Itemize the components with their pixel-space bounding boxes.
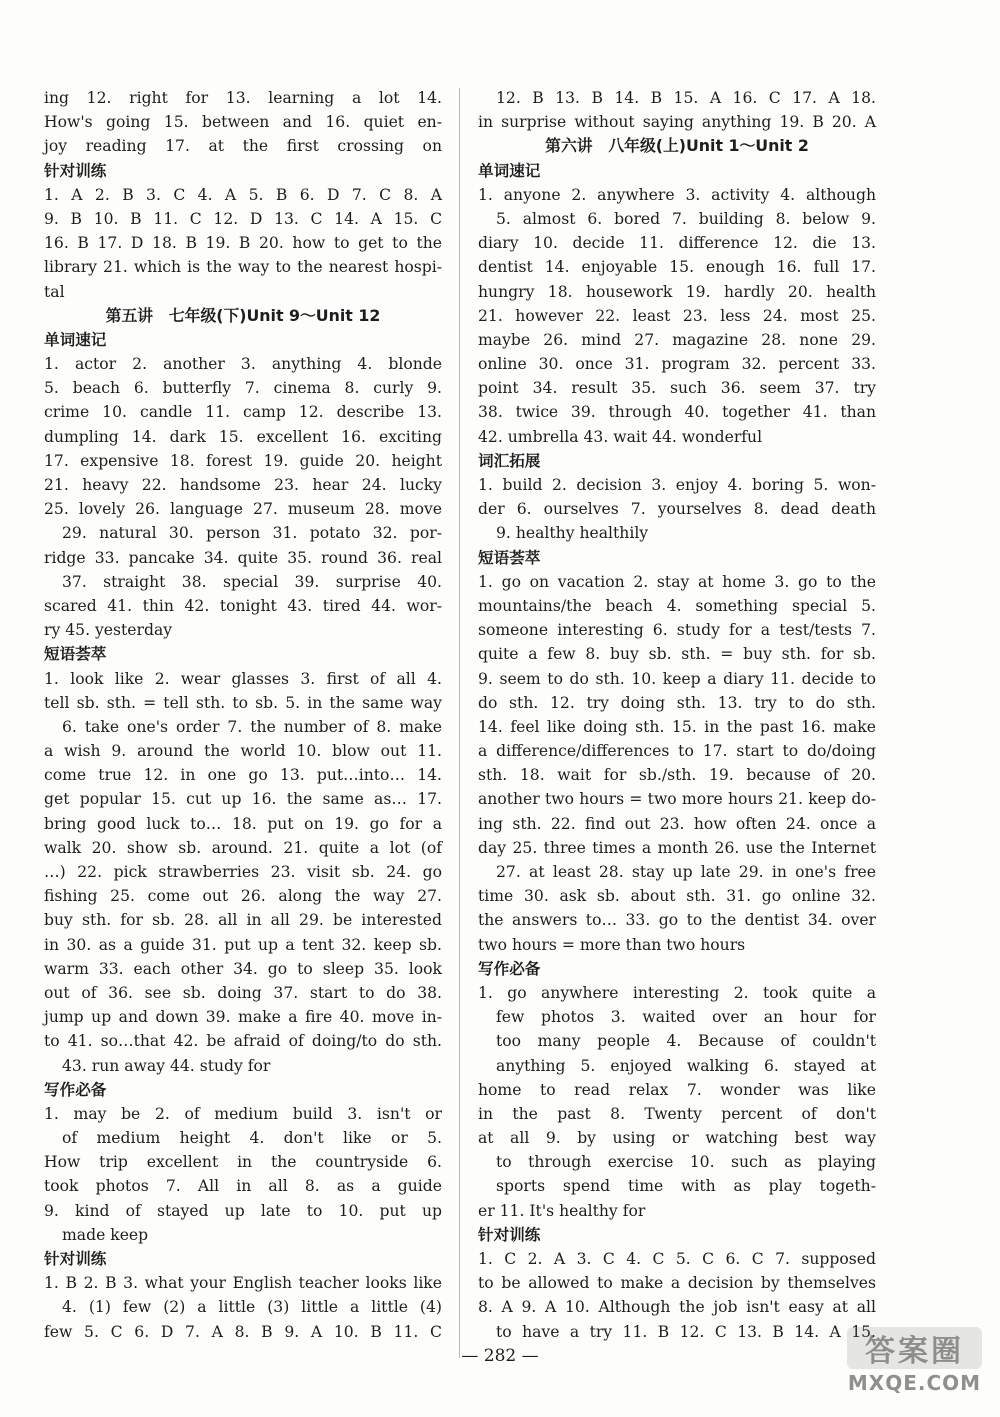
answer-line: 25. lovely 26. language 27. museum 28. move [44, 500, 442, 519]
section-heading: 短语荟萃 [478, 548, 541, 567]
section-heading: 写作必备 [478, 959, 541, 978]
answer-line: 42. umbrella 43. wait 44. wonderful [478, 427, 763, 446]
answer-line: dentist 14. enjoyable 15. enough 16. full 17. [478, 258, 876, 277]
answer-line: 29. natural 30. person 31. potato 32. por- [62, 524, 442, 543]
answer-line: 1. may be 2. of medium build 3. isn't or [44, 1104, 442, 1123]
answer-line: ry 45. yesterday [44, 621, 173, 640]
answer-line: in the past 8. Twenty percent of don't [478, 1104, 876, 1123]
answer-line: 1. build 2. decision 3. enjoy 4. boring 5. won- [478, 476, 876, 494]
answer-line: How's going 15. between and 16. quiet en- [44, 113, 442, 132]
answer-line: 1. C 2. A 3. C 4. C 5. C 6. C 7. supposed [478, 1250, 876, 1268]
section-heading: 针对训练 [44, 161, 107, 180]
answer-line: someone interesting 6. study for a test/tests 7. [478, 621, 876, 640]
answer-line: buy sth. for sb. 28. all in all 29. be interested [44, 911, 442, 930]
answer-line: hungry 18. housework 19. hardly 20. health [478, 282, 876, 301]
answer-line: …) 22. pick strawberries 23. visit sb. 24. go [44, 863, 442, 881]
answer-line: 1. anyone 2. anywhere 3. activity 4. although [478, 185, 876, 204]
answer-line: library 21. which is the way to the nearest hospi- [44, 258, 442, 277]
answer-line: sports spend time with as play togeth- [496, 1177, 876, 1196]
section-heading: 单词速记 [44, 330, 107, 349]
answer-line: walk 20. show sb. around. 21. quite a lot (of [44, 838, 442, 857]
answer-line: dumpling 14. dark 15. excellent 16. exciting [44, 427, 442, 446]
answer-line: at all 9. by using or watching best way [478, 1129, 876, 1148]
answer-line: out of 36. see sb. doing 37. start to do 38. [44, 983, 442, 1002]
answer-line: another two hours = two more hours 21. keep do- [478, 790, 876, 809]
answer-line: ing sth. 22. find out 23. how often 24. once a [478, 814, 876, 833]
answer-line: ing 12. right for 13. learning a lot 14. [44, 89, 442, 107]
answer-line: 9. kind of stayed up late to 10. put up [44, 1201, 442, 1220]
answer-line: quite a few 8. buy sb. sth. = buy sth. for sb. [478, 645, 876, 664]
answer-line: to be allowed to make a decision by themselves [478, 1274, 876, 1293]
answer-line: of medium height 4. don't like or 5. [62, 1129, 442, 1148]
answer-line: 12. B 13. B 14. B 15. A 16. C 17. A 18. [496, 89, 876, 107]
watermark [847, 1327, 982, 1395]
answer-line: 5. almost 6. bored 7. building 8. below 9. [496, 209, 876, 228]
answer-line: How trip excellent in the countryside 6. [44, 1153, 442, 1172]
answer-line: point 34. result 35. such 36. seem 37. try [478, 379, 876, 398]
watermark-logo: 答案圈 [847, 1327, 982, 1369]
answer-line: 9. B 10. B 11. C 12. D 13. C 14. A 15. C [44, 209, 442, 228]
answer-line: tell sb. sth. = tell sth. to sb. 5. in the same way [44, 693, 442, 712]
answer-line: 5. beach 6. butterfly 7. cinema 8. curly 9. [44, 379, 442, 398]
answer-line: a wish 9. around the world 10. blow out 11. [44, 742, 442, 761]
section-heading: 单词速记 [478, 161, 541, 180]
answer-line: anything 5. enjoyed walking 6. stayed at [496, 1056, 876, 1075]
answer-line: 27. at least 28. stay up late 29. in one's free [496, 863, 876, 881]
answer-line: 1. look like 2. wear glasses 3. first of all 4. [44, 669, 442, 688]
answer-line: come true 12. in one go 13. put…into… 14. [44, 766, 442, 785]
section-title: 第六讲 八年级(上)Unit 1～Unit 2 [545, 136, 809, 156]
answer-line: to have a try 11. B 12. C 13. B 14. A 15. [496, 1322, 876, 1341]
answer-line: sth. 18. wait for sb./sth. 19. because of 20. [478, 766, 876, 785]
section-title: 第五讲 七年级(下)Unit 9～Unit 12 [105, 305, 381, 325]
answer-line: day 25. three times a month 26. use the Internet [478, 838, 876, 857]
answer-line: 1. actor 2. another 3. anything 4. blonde [44, 355, 442, 374]
answer-line: ridge 33. pancake 34. quite 35. round 36. real [44, 548, 442, 567]
left-column [44, 86, 442, 1344]
answer-line: made keep [62, 1225, 149, 1244]
answer-line: 38. twice 39. through 40. together 41. than [478, 403, 876, 422]
answer-line: fishing 25. come out 26. along the way 27. [44, 887, 442, 906]
right-column [478, 86, 876, 1344]
watermark-url: MXQE.COM [847, 1371, 982, 1395]
answer-line: mountains/the beach 4. something special 5. [478, 596, 876, 615]
page-number: — 282 — [461, 1346, 539, 1366]
answer-line: diary 10. decide 11. difference 12. die 13. [478, 234, 876, 253]
answer-line: in surprise without saying anything 19. B 20. A [478, 113, 876, 132]
answer-line: the answers to… 33. go to the dentist 34. over [478, 911, 876, 930]
answer-line: tal [44, 282, 65, 301]
answer-line: few 5. C 6. D 7. A 8. B 9. A 10. B 11. C [44, 1322, 442, 1341]
answer-line: home to read relax 7. wonder was like [478, 1080, 876, 1099]
answer-line: scared 41. thin 42. tonight 43. tired 44. wor- [44, 596, 442, 615]
answer-line: 16. B 17. D 18. B 19. B 20. how to get to the [44, 234, 442, 253]
answer-line: took photos 7. All in all 8. as a guide [44, 1177, 442, 1196]
answer-line: warm 33. each other 34. go to sleep 35. look [44, 959, 442, 978]
answer-line: jump up and down 39. make a fire 40. move in- [44, 1008, 442, 1027]
answer-line: in 30. as a guide 31. put up a tent 32. keep sb. [44, 935, 442, 954]
section-heading: 针对训练 [44, 1250, 107, 1268]
answer-line: 1. go on vacation 2. stay at home 3. go to the [478, 572, 876, 591]
answer-line: 4. (1) few (2) a little (3) little a little (4) [62, 1298, 442, 1317]
answer-line: crime 10. candle 11. camp 12. describe 13. [44, 403, 442, 422]
answer-line: 1. A 2. B 3. C 4. A 5. B 6. D 7. C 8. A [44, 185, 442, 204]
answer-line: a difference/differences to 17. start to do/doing [478, 742, 876, 761]
answer-line: time 30. ask sb. about sth. 31. go online 32. [478, 887, 876, 906]
section-heading: 针对训练 [478, 1225, 541, 1244]
section-heading: 写作必备 [44, 1080, 107, 1099]
answer-line: 9. healthy healthily [496, 524, 649, 543]
answer-line: 9. seem to do sth. 10. keep a diary 11. decide to [478, 669, 876, 688]
answer-line: 17. expensive 18. forest 19. guide 20. height [44, 451, 442, 470]
answer-line: two hours = more than two hours [478, 935, 746, 954]
answer-line: online 30. once 31. program 32. percent 33. [478, 355, 876, 374]
answer-line: 21. however 22. least 23. less 24. most 25. [478, 306, 876, 325]
answer-line: 43. run away 44. study for [62, 1056, 271, 1075]
answer-line: 1. B 2. B 3. what your English teacher looks like [44, 1274, 442, 1293]
answer-line: 14. feel like doing sth. 15. in the past 16. make [478, 717, 876, 736]
answer-line: bring good luck to… 18. put on 19. go for a [44, 814, 442, 833]
answer-line: joy reading 17. at the first crossing on [44, 137, 442, 156]
column-divider [459, 88, 460, 1358]
section-heading: 词汇拓展 [478, 451, 541, 470]
answer-line: to 41. so…that 42. be afraid of doing/to do sth. [44, 1032, 442, 1051]
answer-line: few photos 3. waited over an hour for [496, 1008, 876, 1027]
answer-line: get popular 15. cut up 16. the same as… 17. [44, 790, 442, 809]
answer-line: 8. A 9. A 10. Although the job isn't easy at all [478, 1298, 876, 1317]
answer-line: er 11. It's healthy for [478, 1201, 646, 1220]
answer-line: der 6. ourselves 7. yourselves 8. dead death [478, 500, 876, 519]
answer-line: 1. go anywhere interesting 2. took quite a [478, 983, 876, 1002]
answer-line: too many people 4. Because of couldn't [496, 1032, 876, 1051]
section-heading: 短语荟萃 [44, 645, 107, 664]
answer-line: 6. take one's order 7. the number of 8. make [62, 717, 442, 736]
answer-line: 37. straight 38. special 39. surprise 40. [62, 572, 442, 591]
answer-line: to through exercise 10. such as playing [496, 1153, 876, 1172]
answer-line: maybe 26. mind 27. magazine 28. none 29. [478, 330, 876, 349]
answer-line: 21. heavy 22. handsome 23. hear 24. lucky [44, 476, 442, 494]
answer-line: do sth. 12. try doing sth. 13. try to do sth. [478, 693, 876, 712]
